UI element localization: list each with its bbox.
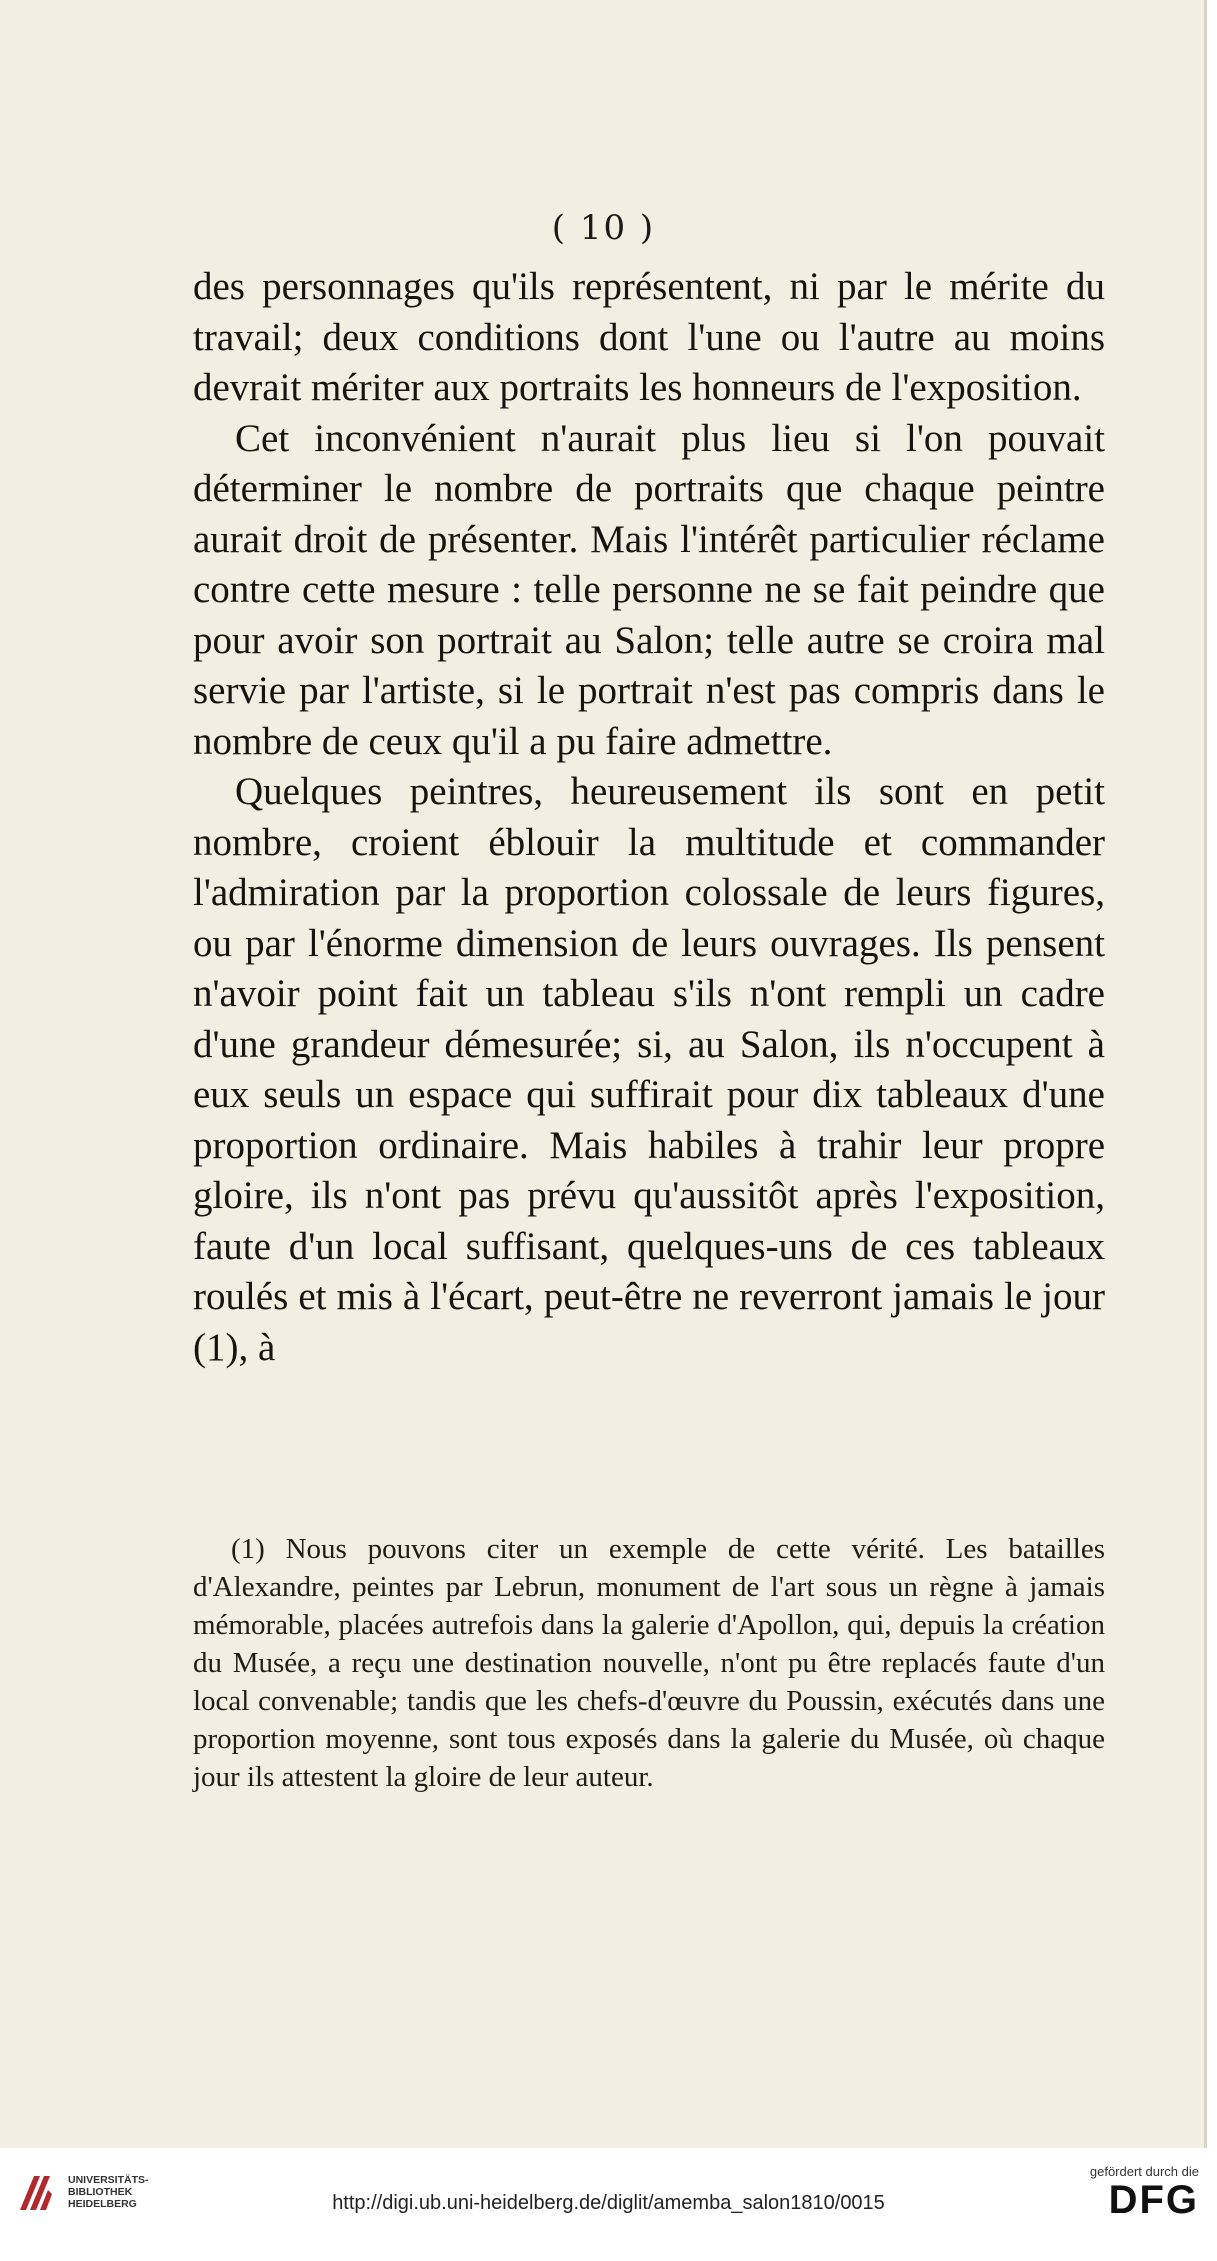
footnote-text: (1) Nous pouvons citer un exemple de cette vérité. Les batailles d'Alexandre, peintes par Lebrun, monument de l'art sous un règne à jamais mémorable, placées autrefois dans la galerie d'Apollon, qui, depuis la création du Musée, a reçu une destination nouvelle, n'ont pu être replacés faute d'un local convenable; tandis que les chefs-d'œuvre du Poussin, exécutés dans une proportion moyenne, sont tous exposés dans la galerie du Musée, où chaque jour ils attestent la gloire de leur auteur. [193,1533,1105,1793]
dfg-wordmark: DFG [1108,2178,1199,2222]
paragraph-1: des personnages qu'ils représentent, ni par le mérite du travail; deux conditions dont l'une ou l'autre au moins devrait mériter aux portraits les honneurs de l'exposition. [193,265,1105,409]
paragraph-3: Quelques peintres, heureusement ils sont en petit nombre, croient éblouir la multitude et commander l'admiration par la proportion colossale de leurs figures, ou par l'énorme dimension de leurs ouvrages. Ils pensent n'avoir point fait un tableau s'ils n'ont rempli un cadre d'une grandeur démesurée; si, au Salon, ils n'occupent à eux seuls un espace qui suffirait pour dix tableaux d'une proportion ordinaire. Mais habiles à trahir leur propre gloire, ils n'ont pas prévu qu'aussitôt après l'exposition, faute d'un local suffisant, quelques-uns de ces tableaux roulés et mis à l'écart, peut-être ne reverront jamais le jour (1), à [193,770,1105,1369]
page-number: ( 10 ) [551,208,656,248]
main-text [193,262,1105,1373]
funding-label: gefördert durch die [1089,2164,1199,2179]
library-name-line-1: UNIVERSITÄTS- [68,2174,149,2186]
library-name-line-2: BIBLIOTHEK [68,2186,133,2198]
footnote [193,1530,1105,1796]
dfg-logo[interactable] [1090,2164,1199,2221]
footer-bar [0,2148,1217,2261]
library-name-line-3: HEIDELBERG [68,2198,137,2210]
source-url-link[interactable]: http://digi.ub.uni-heidelberg.de/diglit/amemba_salon1810/0015 [332,2192,885,2214]
paragraph-2: Cet inconvénient n'aurait plus lieu si l'on pouvait déterminer le nombre de portraits que chaque peintre aurait droit de présenter. Mais l'intérêt particulier réclame contre cette mesure : telle personne ne se fait peindre que pour avoir son portrait au Salon; telle autre se croira mal servie par l'artiste, si le portrait n'est pas compris dans le nombre de ceux qu'il a pu faire admettre. [193,416,1105,763]
